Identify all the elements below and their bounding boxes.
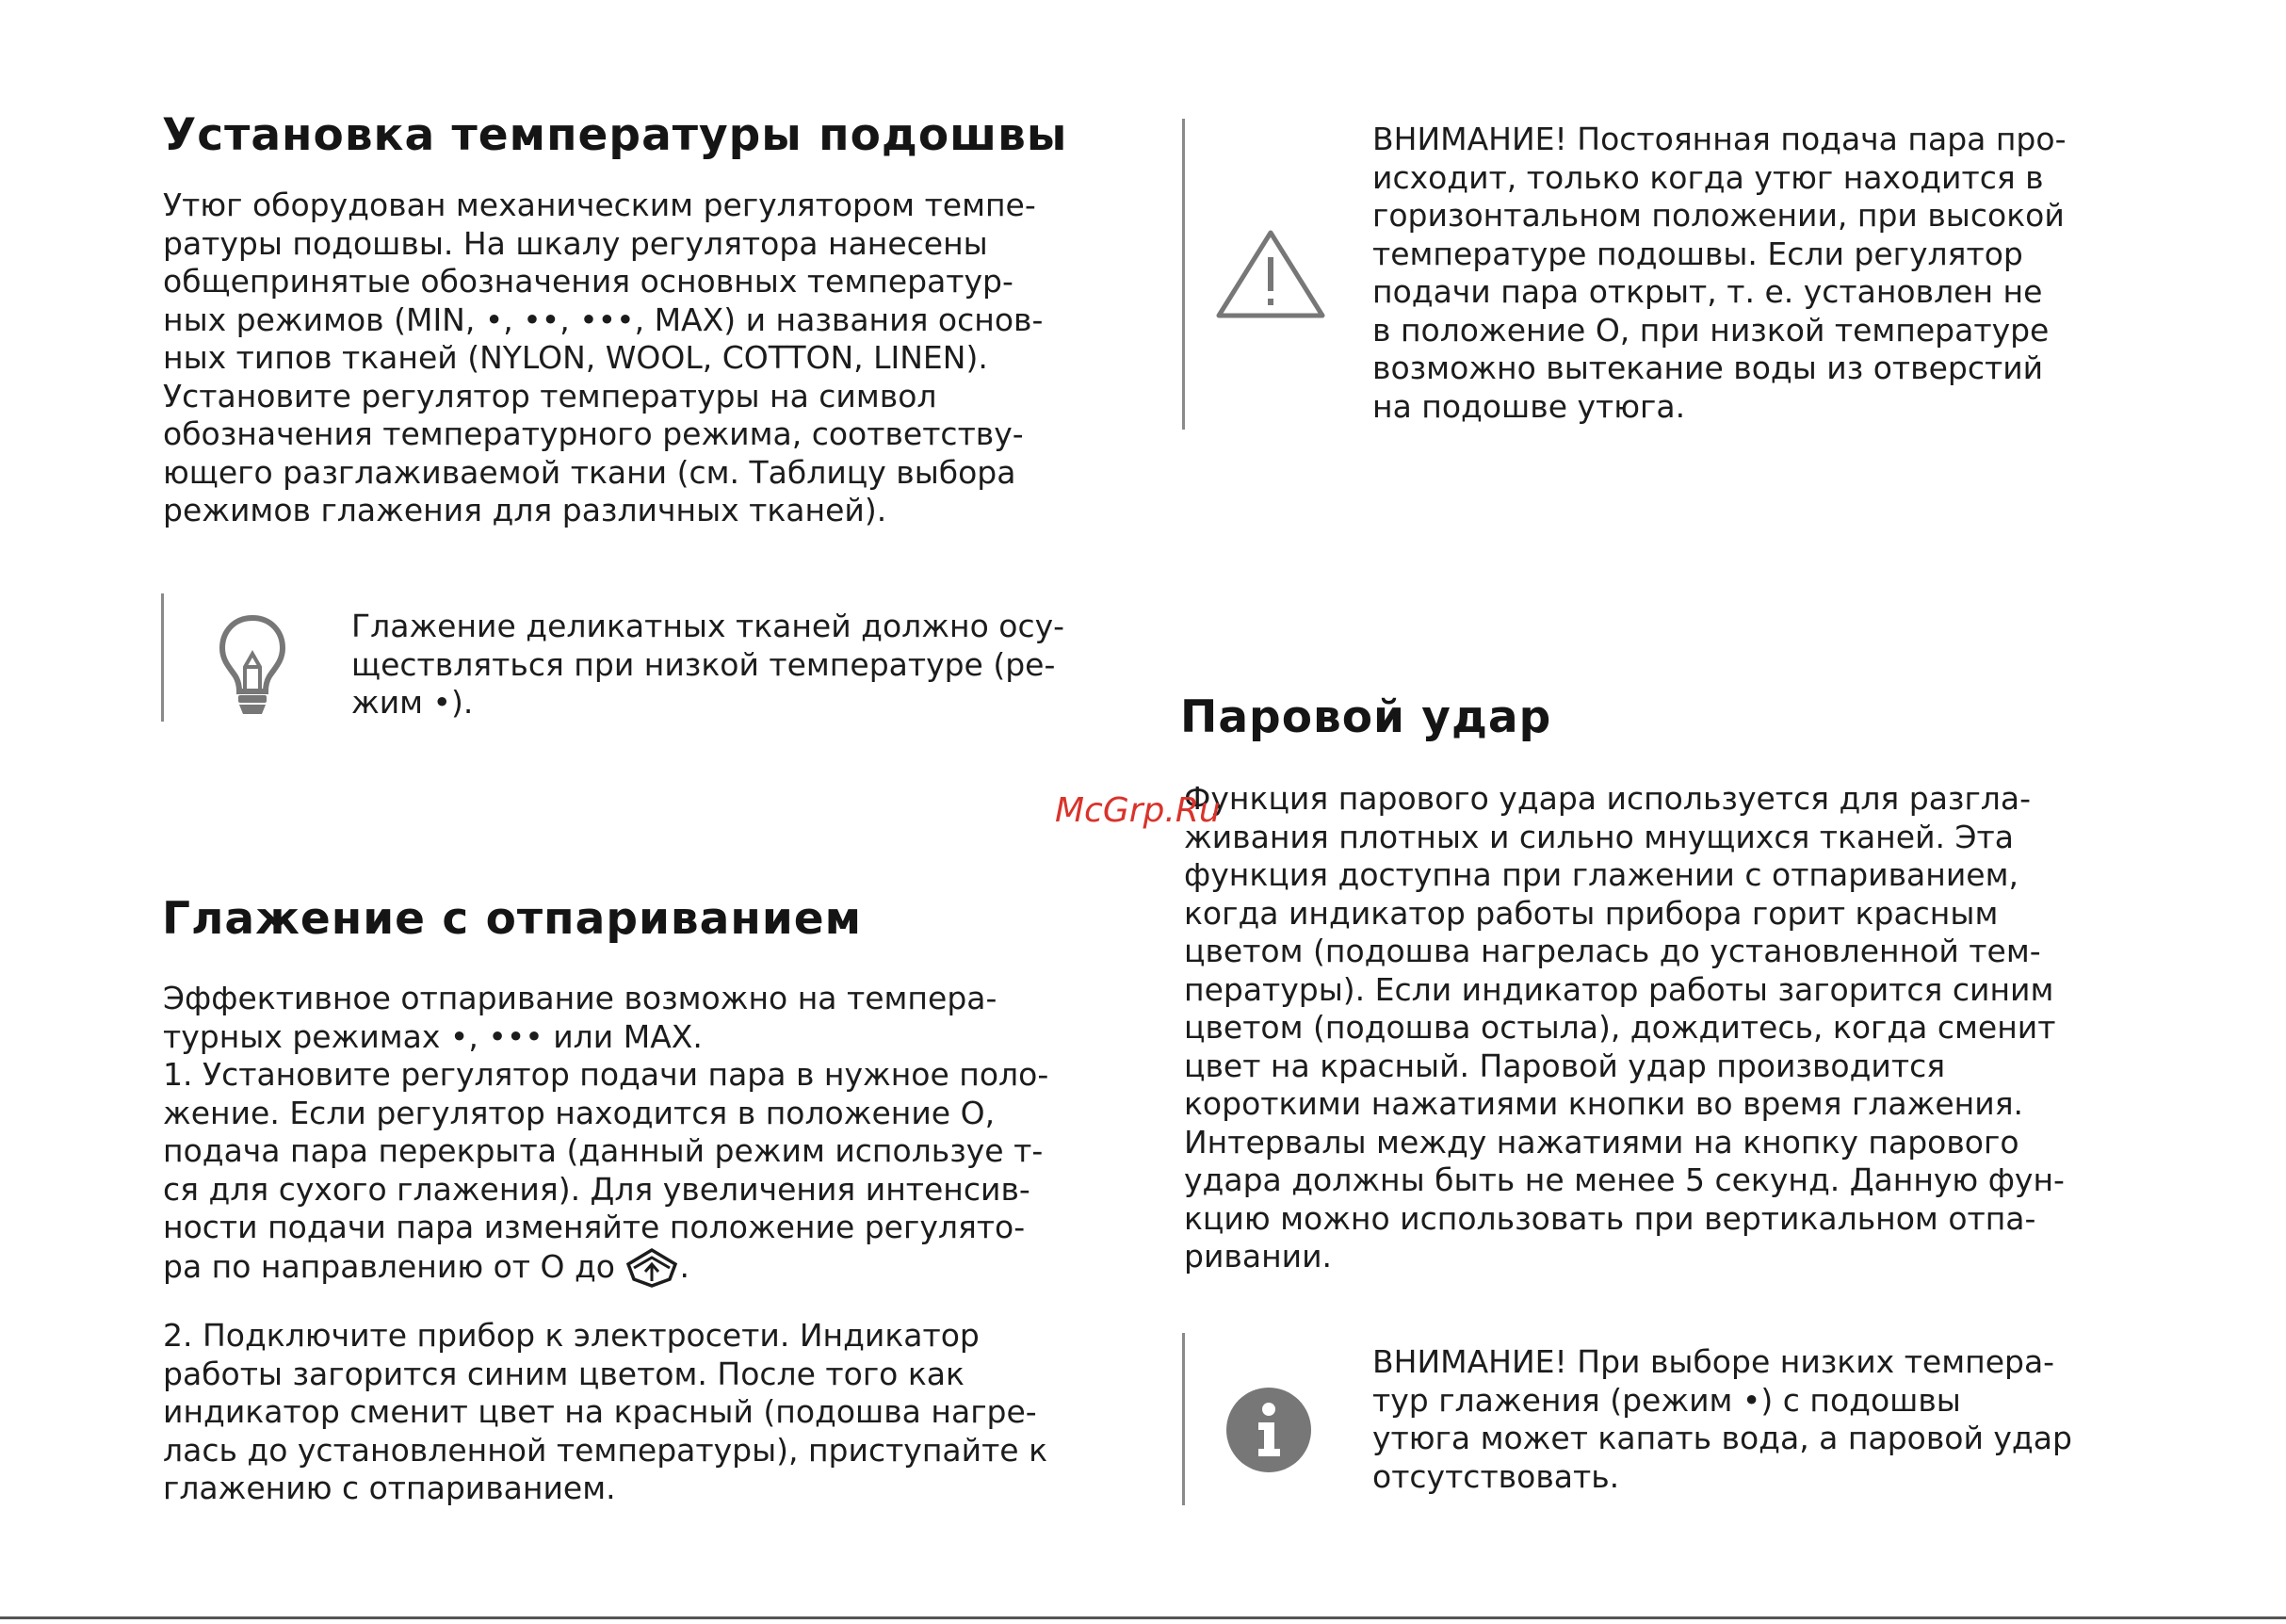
watermark: McGrp.Ru	[1055, 791, 1221, 830]
text-line: пературы). Если индикатор работы загорится синим	[1184, 970, 2054, 1008]
text-line: короткими нажатиями кнопки во время глажения.	[1184, 1085, 2024, 1122]
text-line: ВНИМАНИЕ! Постоянная подача пара про-	[1372, 121, 2067, 157]
text-line: горизонтальном положении, при высокой	[1372, 197, 2065, 234]
text-line: удара должны быть не менее 5 секунд. Данную фун-	[1184, 1161, 2065, 1198]
section-title-steam: Глажение с отпариванием	[162, 893, 863, 945]
text-line: отсутствовать.	[1372, 1457, 1620, 1495]
text-line: возможно вытекание воды из отверстий	[1372, 349, 2044, 386]
steam-shot-paragraph	[1184, 780, 2065, 1276]
text-line: кцию можно использовать при вертикальном отпа-	[1184, 1199, 2036, 1237]
text-line: температуре подошвы. Если регулятор	[1372, 235, 2023, 272]
warning-note-text	[1372, 121, 2066, 426]
text-line: режимов глажения для различных тканей).	[163, 492, 887, 528]
text-line: жим •).	[351, 684, 474, 721]
text-line: ности подачи пара изменяйте положение регулято-	[163, 1209, 1026, 1245]
page-bottom-rule	[0, 1616, 2286, 1619]
text-line: Глажение деликатных тканей должно осу-	[351, 608, 1065, 644]
steam-iron-icon	[624, 1247, 679, 1298]
text-line: в положение O, при низкой температуре	[1372, 311, 2050, 349]
text-line: ся для сухого глажения). Для увеличения интенсив-	[163, 1170, 1030, 1208]
tip-note-text	[351, 608, 1064, 723]
text-line: 1. Установите регулятор подачи пара в нужное поло-	[163, 1056, 1049, 1093]
text-line: ратуры подошвы. На шкалу регулятора нанесены	[163, 224, 988, 262]
text-line: на подошве утюга.	[1372, 387, 1686, 425]
text-line: обозначения температурного режима, соответству-	[163, 415, 1024, 452]
text-line: ществляться при низкой температуре (ре-	[351, 645, 1056, 683]
text-line: работы загорится синим цветом. После того как	[163, 1355, 965, 1392]
text-line: лась до установленной температуры), приступайте к	[163, 1431, 1048, 1469]
text-line: общепринятые обозначения основных температур-	[163, 263, 1013, 300]
text-line: функция доступна при глажении с отпариванием,	[1184, 856, 2018, 893]
info-divider-bar	[1182, 1333, 1185, 1505]
info-icon	[1225, 1387, 1312, 1477]
text-line: тур глажения (режим •) с подошвы	[1372, 1381, 1961, 1419]
section-title-steam-shot: Паровой удар	[1180, 691, 1552, 743]
warning-divider-bar	[1182, 119, 1185, 430]
text-line: цветом (подошва нагрелась до установленной тем-	[1184, 933, 2041, 969]
text-line: 2. Подключите прибор к электросети. Индикатор	[163, 1317, 980, 1354]
text-line: когда индикатор работы прибора горит красным	[1184, 894, 1999, 932]
text-line: жение. Если регулятор находится в положение O,	[163, 1094, 996, 1131]
text-line: подачи пара открыт, т. е. установлен не	[1372, 273, 2043, 310]
temperature-paragraph	[163, 187, 1043, 530]
text-line: ВНИМАНИЕ! При выборе низких темпера-	[1372, 1343, 2055, 1380]
note-divider-bar	[161, 593, 164, 722]
steam-paragraph-step2	[163, 1317, 1047, 1508]
text-line: цветом (подошва остыла), дождитесь, когда сменит	[1184, 1009, 2056, 1046]
text-line: исходит, только когда утюг находится в	[1372, 158, 2044, 196]
text-line: глажению с отпариванием.	[163, 1470, 616, 1506]
text-line: Функция парового удара используется для разгла-	[1184, 780, 2032, 817]
text-line: ривании.	[1184, 1238, 1333, 1275]
text-line: Эффективное отпаривание возможно на темпера-	[163, 980, 997, 1016]
text-line: подача пара перекрыта (данный режим используе т-	[163, 1132, 1044, 1169]
text-line: Утюг оборудован механическим регулятором темпе-	[163, 187, 1036, 223]
text-line: индикатор сменит цвет на красный (подошва нагре-	[163, 1393, 1037, 1430]
text-line: ных типов тканей (NYLON, WOOL, COTTON, LINEN).	[163, 339, 988, 376]
steam-paragraph	[163, 980, 1048, 1297]
text-line: турных режимах •, ••• или MAX.	[163, 1017, 703, 1055]
section-title-temperature: Установка температуры подошвы	[162, 109, 1068, 161]
lightbulb-icon	[215, 612, 290, 722]
warning-triangle-icon	[1215, 229, 1326, 323]
text-line: ных режимов (MIN, •, ••, •••, MAX) и названия основ-	[163, 300, 1044, 338]
text-line: Интервалы между нажатиями на кнопку парового	[1184, 1123, 2019, 1161]
text-line-with-icon	[163, 1247, 1048, 1298]
text-fragment: ра по направлению от O до	[163, 1247, 615, 1285]
text-line: Установите регулятор температуры на символ	[163, 377, 937, 414]
info-note-text	[1372, 1343, 2072, 1496]
text-line: цвет на красный. Паровой удар производится	[1184, 1047, 1946, 1084]
text-line: утюга может капать вода, а паровой удар	[1372, 1420, 2072, 1456]
text-line: живания плотных и сильно мнущихся тканей. Эта	[1184, 818, 2014, 855]
text-line: ющего разглаживаемой ткани (см. Таблицу выбора	[163, 453, 1016, 491]
text-fragment: .	[679, 1247, 689, 1285]
